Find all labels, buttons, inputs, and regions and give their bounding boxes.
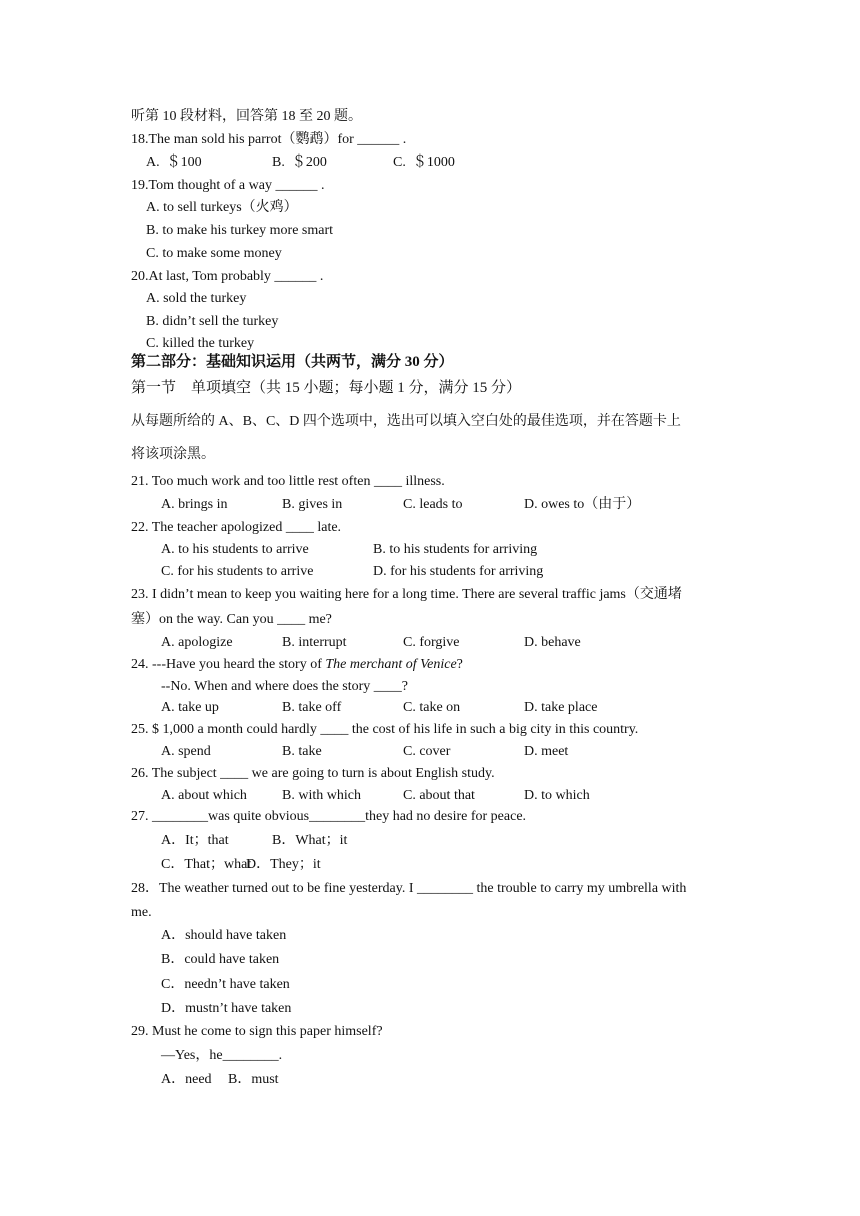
question-24-text: 24. ---Have you heard the story of [131,657,326,672]
question-25: 25. $ 1,000 a month could hardly ____ the cost of his life in such a big city in this country. [131,722,639,737]
question-21: 21. Too much work and too little rest often ____ illness. [131,474,445,489]
question-26: 26. The subject ____ we are going to turn is about English study. [131,766,495,781]
q25-option-b: B. take [282,744,322,759]
q19-option-a: A. to sell turkeys（火鸡） [146,200,298,215]
q24-option-d: D. take place [524,700,598,715]
q21-option-c: C. leads to [403,497,463,512]
q21-option-d: D. owes to（由于） [524,497,641,512]
q18-option-c: C. ＄1000 [393,155,455,170]
q25-option-d: D. meet [524,744,569,759]
q26-option-d: D. to which [524,788,590,803]
q28-option-b: B．could have taken [161,952,280,967]
book-title: The merchant of Venice [325,657,457,672]
q28-option-c: C．needn’t have taken [161,977,290,992]
question-24 [131,658,463,672]
q20-option-c: C. killed the turkey [146,336,255,351]
q20-option-b: B. didn’t sell the turkey [146,314,279,329]
question-27: 27. ________was quite obvious________they had no desire for peace. [131,809,527,824]
q27-option-a: A．It；that [161,833,229,848]
q24-option-b: B. take off [282,700,342,715]
q22-option-c: C. for his students to arrive [161,564,314,579]
q23-option-b: B. interrupt [282,635,347,650]
q24-option-a: A. take up [161,700,219,715]
question-23: 23. I didn’t mean to keep you waiting here for a long time. There are several traffic jams（交通堵 [131,587,682,602]
q27-option-b: B．What；it [272,833,348,848]
q27-option-d: D．They；it [246,857,321,872]
q23-option-d: D. behave [524,635,581,650]
q25-option-a: A. spend [161,744,211,759]
q22-option-b: B. to his students for arriving [373,542,538,557]
q22-option-a: A. to his students to arrive [161,542,309,557]
q18-option-a: A. ＄100 [146,155,202,170]
question-23-cont: 塞）on the way. Can you ____ me? [131,612,332,627]
question-29-reply: —Yes，he________. [161,1048,283,1063]
part-two-heading: 第二部分：基础知识运用（共两节，满分 30 分） [131,354,454,370]
q19-option-c: C. to make some money [146,246,282,261]
q25-option-c: C. cover [403,744,451,759]
question-28: 28．The weather turned out to be fine yesterday. I ________ the trouble to carry my umbrella with [131,881,687,896]
q19-option-b: B. to make his turkey more smart [146,223,334,238]
question-29: 29. Must he come to sign this paper himself? [131,1024,383,1039]
q28-option-d: D．mustn’t have taken [161,1001,292,1016]
q22-option-d: D. for his students for arriving [373,564,544,579]
question-24-reply: --No. When and where does the story ____? [161,679,409,694]
q23-option-c: C. forgive [403,635,460,650]
q26-option-c: C. about that [403,788,475,803]
q26-option-b: B. with which [282,788,361,803]
q21-option-a: A. brings in [161,497,228,512]
question-22: 22. The teacher apologized ____ late. [131,520,342,535]
q29-option-a: A．need [161,1072,212,1087]
question-28-cont: me. [131,905,152,920]
section-instruction: 从每题所给的 A、B、C、D 四个选项中，选出可以填入空白处的最佳选项，并在答题卡上 [131,414,681,429]
q26-option-a: A. about which [161,788,247,803]
q18-option-b: B. ＄200 [272,155,327,170]
question-20: 20.At last, Tom probably ______ . [131,269,324,284]
section-instruction-cont: 将该项涂黑。 [131,447,215,462]
question-24-mark: ? [456,657,463,672]
q27-option-c: C．That；what [161,857,252,872]
section-one-heading: 第一节 单项填空（共 15 小题；每小题 1 分，满分 15 分） [131,380,522,396]
q24-option-c: C. take on [403,700,461,715]
listening-instruction: 听第 10 段材料，回答第 18 至 20 题。 [131,109,362,124]
q23-option-a: A. apologize [161,635,233,650]
q20-option-a: A. sold the turkey [146,291,247,306]
question-19: 19.Tom thought of a way ______ . [131,178,325,193]
q21-option-b: B. gives in [282,497,343,512]
question-18: 18.The man sold his parrot（鹦鹉）for ______ . [131,132,407,147]
q29-option-b: B．must [228,1072,279,1087]
q28-option-a: A．should have taken [161,928,287,943]
